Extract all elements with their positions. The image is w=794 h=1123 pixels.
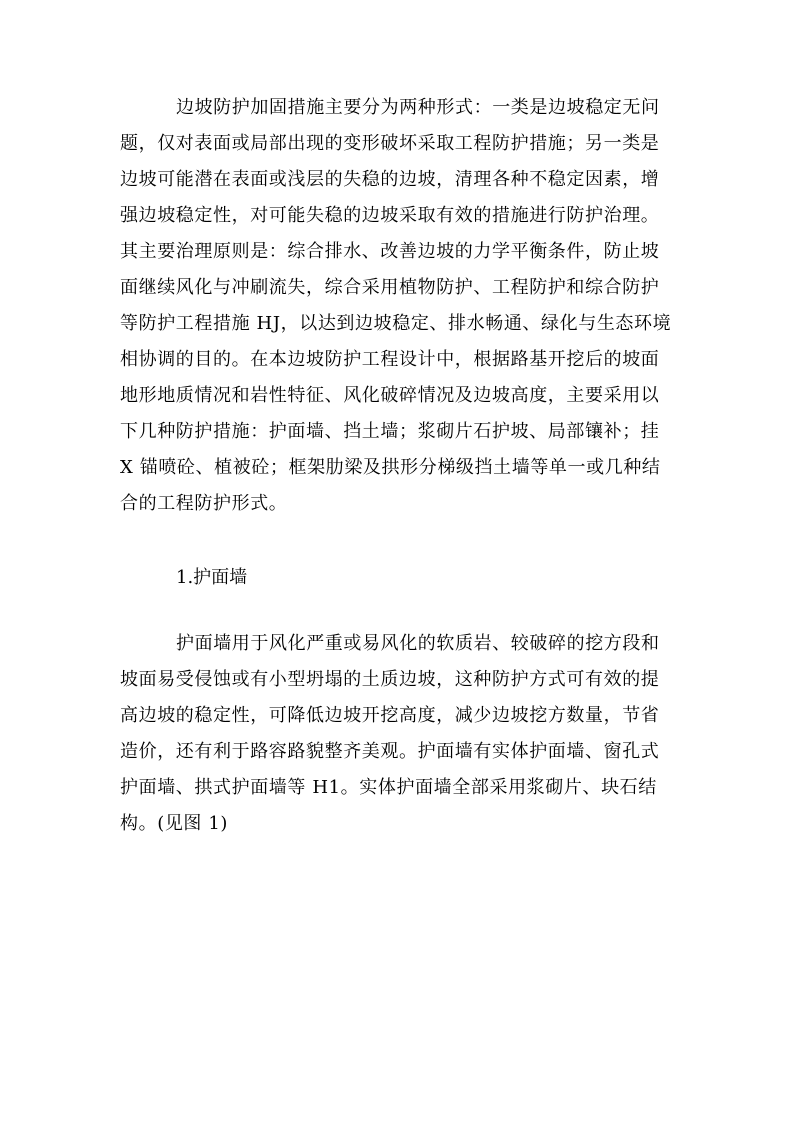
section-heading: 1.护面墙 <box>176 567 248 588</box>
paragraph1-line-7: 等防护工程措施 HJ，以达到边坡稳定、排水畅通、绿化与生态环境 <box>120 313 672 334</box>
paragraph1-line-9: 地形地质情况和岩性特征、风化破碎情况及边坡高度，主要采用以 <box>120 385 660 406</box>
paragraph2-line-4: 造价，还有利于路容路貌整齐美观。护面墙有实体护面墙、窗孔式 <box>120 741 660 762</box>
paragraph1-line-5: 其主要治理原则是：综合排水、改善边坡的力学平衡条件，防止坡 <box>120 241 660 262</box>
paragraph2-line-1: 护面墙用于风化严重或易风化的软质岩、较破碎的挖方段和 <box>176 633 660 654</box>
paragraph1-line-4: 强边坡稳定性，对可能失稳的边坡采取有效的措施进行防护治理。 <box>120 205 660 226</box>
paragraph1-line-1: 边坡防护加固措施主要分为两种形式：一类是边坡稳定无问 <box>176 97 660 118</box>
paragraph1-line-10: 下几种防护措施：护面墙、挡土墙；浆砌片石护坡、局部镶补；挂 <box>120 421 660 442</box>
paragraph1-line-8: 相协调的目的。在本边坡防护工程设计中，根据路基开挖后的坡面 <box>120 349 660 370</box>
paragraph1-line-3: 边坡可能潜在表面或浅层的失稳的边坡，清理各种不稳定因素，增 <box>120 169 660 190</box>
paragraph1-line-2: 题，仅对表面或局部出现的变形破坏采取工程防护措施；另一类是 <box>120 133 660 154</box>
paragraph1-line-12: 合的工程防护形式。 <box>120 493 288 514</box>
paragraph1-line-6: 面继续风化与冲刷流失，综合采用植物防护、工程防护和综合防护 <box>120 277 660 298</box>
paragraph1-line-11: X 锚喷砼、植被砼；框架肋梁及拱形分梯级挡土墙等单一或几种结 <box>120 457 661 478</box>
paragraph2-line-2: 坡面易受侵蚀或有小型坍塌的土质边坡，这种防护方式可有效的提 <box>120 669 660 690</box>
paragraph2-line-3: 高边坡的稳定性，可降低边坡开挖高度，减少边坡挖方数量，节省 <box>120 705 660 726</box>
paragraph2-line-6: 构。(见图 1) <box>120 813 229 834</box>
paragraph2-line-5: 护面墙、拱式护面墙等 H1。实体护面墙全部采用浆砌片、块石结 <box>120 777 657 798</box>
